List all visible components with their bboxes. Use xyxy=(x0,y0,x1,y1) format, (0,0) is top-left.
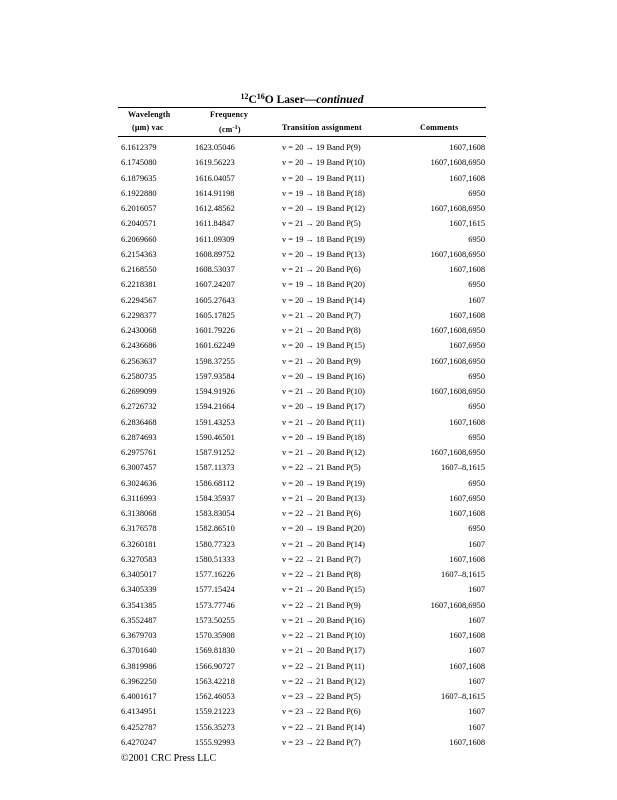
comments-cell: 1607,1608,6950 xyxy=(430,158,485,168)
title-mass-c: 12 xyxy=(240,92,249,101)
table-row xyxy=(0,219,617,234)
table-row xyxy=(0,509,617,524)
table-row xyxy=(0,280,617,295)
comments-cell: 1607,1608 xyxy=(449,417,485,427)
wavelength-cell: 6.4001617 xyxy=(121,692,157,701)
transition-cell: v = 20 → 19 Band P(20) xyxy=(282,524,365,534)
transition-cell: v = 22 → 21 Band P(7) xyxy=(282,554,361,564)
wavelength-cell: 6.3176578 xyxy=(121,524,157,534)
comments-cell: 1607,1608 xyxy=(449,310,485,320)
table-row xyxy=(0,402,617,417)
frequency-cell: 1623.05046 xyxy=(195,143,235,152)
page-title xyxy=(118,92,486,106)
table-row xyxy=(0,646,617,661)
transition-cell: v = 23 → 22 Band P(5) xyxy=(282,692,361,701)
transition-cell: v = 22 → 21 Band P(5) xyxy=(282,463,361,473)
table-row xyxy=(0,631,617,646)
table-row xyxy=(0,296,617,311)
table-row xyxy=(0,204,617,219)
transition-cell: v = 20 → 19 Band P(18) xyxy=(282,432,365,442)
transition-cell: v = 20 → 19 Band P(16) xyxy=(282,371,365,381)
comments-cell: 1607,1608,6950 xyxy=(430,356,485,366)
wavelength-cell: 6.4270247 xyxy=(121,737,157,747)
wavelength-cell: 6.2580735 xyxy=(121,371,157,381)
frequency-cell: 1587.11373 xyxy=(195,463,235,473)
wavelength-cell: 6.3819986 xyxy=(121,661,157,671)
frequency-cell: 1611.84847 xyxy=(195,219,235,229)
transition-cell: v = 20 → 19 Band P(12) xyxy=(282,204,365,213)
wavelength-cell: 6.2069660 xyxy=(121,234,157,244)
table-row xyxy=(0,158,617,173)
frequency-cell: 1590.46501 xyxy=(195,432,235,442)
transition-cell: v = 23 → 22 Band P(7) xyxy=(282,737,361,747)
wavelength-cell: 6.3270583 xyxy=(121,554,157,564)
comments-cell: 1607,1615 xyxy=(449,219,485,229)
comments-cell: 1607,1608,6950 xyxy=(430,448,485,457)
wavelength-cell: 6.1612379 xyxy=(121,143,157,152)
frequency-cell: 1608.53037 xyxy=(195,265,235,274)
comments-cell: 1607 xyxy=(468,615,485,625)
table-row xyxy=(0,418,617,433)
header-frequency-unit-sup: -1 xyxy=(232,125,238,131)
table-body xyxy=(0,143,617,753)
table-row xyxy=(0,189,617,204)
transition-cell: v = 21 → 20 Band P(8) xyxy=(282,326,361,335)
comments-cell: 1607 xyxy=(468,295,485,305)
comments-cell: 1607 xyxy=(468,585,485,595)
table-row xyxy=(0,357,617,372)
transition-cell: v = 20 → 19 Band P(19) xyxy=(282,478,365,488)
header-comments: Comments xyxy=(420,123,459,132)
wavelength-cell: 6.1922880 xyxy=(121,188,157,198)
wavelength-cell: 6.2040571 xyxy=(121,219,157,229)
header-transition: Transition assignment xyxy=(282,123,362,132)
frequency-cell: 1605.27643 xyxy=(195,295,235,305)
transition-cell: v = 20 → 19 Band P(17) xyxy=(282,402,365,412)
comments-cell: 1607 xyxy=(468,676,485,686)
frequency-cell: 1605.17825 xyxy=(195,310,235,320)
comments-cell: 6950 xyxy=(468,234,485,244)
table-header-rule xyxy=(118,136,486,137)
wavelength-cell: 6.2218381 xyxy=(121,280,157,290)
comments-cell: 1607,1608 xyxy=(449,143,485,152)
frequency-cell: 1616.04057 xyxy=(195,173,235,183)
transition-cell: v = 19 → 18 Band P(19) xyxy=(282,234,365,244)
transition-cell: v = 20 → 19 Band P(13) xyxy=(282,249,365,259)
table-row xyxy=(0,448,617,463)
comments-cell: 1607 xyxy=(468,646,485,656)
comments-cell: 1607–8,1615 xyxy=(441,692,485,701)
frequency-cell: 1608.89752 xyxy=(195,249,235,259)
frequency-cell: 1614.91198 xyxy=(195,188,235,198)
comments-cell: 1607 xyxy=(468,722,485,732)
comments-cell: 1607,1608,6950 xyxy=(430,600,485,610)
table-row xyxy=(0,601,617,616)
title-suffix: —continued xyxy=(304,94,364,106)
frequency-cell: 1611.09309 xyxy=(195,234,235,244)
comments-cell: 1607,1608 xyxy=(449,631,485,640)
table-row xyxy=(0,707,617,722)
table-row xyxy=(0,494,617,509)
comments-cell: 1607–8,1615 xyxy=(441,463,485,473)
frequency-cell: 1587.91252 xyxy=(195,448,235,457)
wavelength-cell: 6.1879635 xyxy=(121,173,157,183)
wavelength-cell: 6.4252787 xyxy=(121,722,157,732)
wavelength-cell: 6.2874693 xyxy=(121,432,157,442)
wavelength-cell: 6.3116993 xyxy=(121,493,157,503)
transition-cell: v = 20 → 19 Band P(14) xyxy=(282,295,365,305)
comments-cell: 1607 xyxy=(468,707,485,717)
comments-cell: 1607,1608 xyxy=(449,661,485,671)
table-row xyxy=(0,265,617,280)
transition-cell: v = 21 → 20 Band P(13) xyxy=(282,493,365,503)
wavelength-cell: 6.2563637 xyxy=(121,356,157,366)
comments-cell: 1607,6950 xyxy=(449,493,485,503)
comments-cell: 1607–8,1615 xyxy=(441,570,485,579)
frequency-cell: 1612.48562 xyxy=(195,204,235,213)
frequency-cell: 1580.51333 xyxy=(195,554,235,564)
wavelength-cell: 6.2726732 xyxy=(121,402,157,412)
wavelength-cell: 6.3962250 xyxy=(121,676,157,686)
frequency-cell: 1569.81830 xyxy=(195,646,235,656)
transition-cell: v = 21 → 20 Band P(17) xyxy=(282,646,365,656)
wavelength-cell: 6.3260181 xyxy=(121,539,157,549)
frequency-cell: 1573.77746 xyxy=(195,600,235,610)
frequency-cell: 1619.56223 xyxy=(195,158,235,168)
frequency-cell: 1563.42218 xyxy=(195,676,235,686)
table-row xyxy=(0,250,617,265)
table-row xyxy=(0,662,617,677)
table-row xyxy=(0,387,617,402)
frequency-cell: 1591.43253 xyxy=(195,417,235,427)
comments-cell: 6950 xyxy=(468,478,485,488)
wavelength-cell: 6.3541385 xyxy=(121,600,157,610)
wavelength-cell: 6.3024636 xyxy=(121,478,157,488)
frequency-cell: 1559.21223 xyxy=(195,707,235,717)
table-row xyxy=(0,235,617,250)
transition-cell: v = 20 → 19 Band P(11) xyxy=(282,173,365,183)
table-row xyxy=(0,479,617,494)
frequency-cell: 1584.35937 xyxy=(195,493,235,503)
frequency-cell: 1580.77323 xyxy=(195,539,235,549)
comments-cell: 1607,1608,6950 xyxy=(430,387,485,396)
transition-cell: v = 20 → 19 Band P(10) xyxy=(282,158,365,168)
table-row xyxy=(0,677,617,692)
transition-cell: v = 23 → 22 Band P(6) xyxy=(282,707,361,717)
comments-cell: 1607,1608 xyxy=(449,554,485,564)
title-mass-o: 16 xyxy=(256,92,265,101)
header-frequency-unit xyxy=(219,123,241,135)
table-row xyxy=(0,311,617,326)
header-wavelength-unit: (μm) vac xyxy=(132,123,164,132)
transition-cell: v = 22 → 21 Band P(6) xyxy=(282,509,361,518)
wavelength-cell: 6.2154363 xyxy=(121,249,157,259)
table-row xyxy=(0,463,617,478)
frequency-cell: 1556.35273 xyxy=(195,722,235,732)
comments-cell: 1607,1608 xyxy=(449,737,485,747)
transition-cell: v = 21 → 20 Band P(14) xyxy=(282,539,365,549)
transition-cell: v = 20 → 19 Band P(15) xyxy=(282,341,365,351)
transition-cell: v = 21 → 20 Band P(7) xyxy=(282,310,361,320)
table-top-rule xyxy=(118,107,486,108)
table-row xyxy=(0,326,617,341)
frequency-cell: 1577.15424 xyxy=(195,585,235,595)
comments-cell: 6950 xyxy=(468,402,485,412)
table-row xyxy=(0,143,617,158)
transition-cell: v = 21 → 20 Band P(5) xyxy=(282,219,361,229)
table-row xyxy=(0,585,617,600)
frequency-cell: 1597.93584 xyxy=(195,371,235,381)
comments-cell: 6950 xyxy=(468,432,485,442)
comments-cell: 6950 xyxy=(468,371,485,381)
frequency-cell: 1555.92993 xyxy=(195,737,235,747)
title-element-o: O Laser xyxy=(264,94,305,106)
header-frequency-unit-text: (cm xyxy=(219,125,233,134)
transition-cell: v = 19 → 18 Band P(18) xyxy=(282,188,365,198)
frequency-cell: 1573.50255 xyxy=(195,615,235,625)
frequency-cell: 1586.68112 xyxy=(195,478,235,488)
frequency-cell: 1570.35908 xyxy=(195,631,235,640)
frequency-cell: 1582.86510 xyxy=(195,524,235,534)
table-row xyxy=(0,341,617,356)
header-frequency: Frequency xyxy=(210,110,249,119)
comments-cell: 1607 xyxy=(468,539,485,549)
wavelength-cell: 6.3405339 xyxy=(121,585,157,595)
wavelength-cell: 6.3679703 xyxy=(121,631,157,640)
frequency-cell: 1601.62249 xyxy=(195,341,235,351)
transition-cell: v = 19 → 18 Band P(20) xyxy=(282,280,365,290)
table-row xyxy=(0,372,617,387)
table-row xyxy=(0,433,617,448)
wavelength-cell: 6.2699099 xyxy=(121,387,157,396)
comments-cell: 1607,1608,6950 xyxy=(430,326,485,335)
transition-cell: v = 21 → 20 Band P(16) xyxy=(282,615,365,625)
wavelength-cell: 6.3701640 xyxy=(121,646,157,656)
frequency-cell: 1562.46053 xyxy=(195,692,235,701)
table-row xyxy=(0,738,617,753)
table-row xyxy=(0,555,617,570)
comments-cell: 6950 xyxy=(468,188,485,198)
transition-cell: v = 21 → 20 Band P(6) xyxy=(282,265,361,274)
transition-cell: v = 21 → 20 Band P(9) xyxy=(282,356,361,366)
wavelength-cell: 6.2836468 xyxy=(121,417,157,427)
table-row xyxy=(0,723,617,738)
comments-cell: 6950 xyxy=(468,524,485,534)
table-row xyxy=(0,692,617,707)
transition-cell: v = 22 → 21 Band P(9) xyxy=(282,600,361,610)
wavelength-cell: 6.2016057 xyxy=(121,204,157,213)
wavelength-cell: 6.4134951 xyxy=(121,707,157,717)
table-row xyxy=(0,616,617,631)
transition-cell: v = 22 → 21 Band P(10) xyxy=(282,631,365,640)
transition-cell: v = 22 → 21 Band P(14) xyxy=(282,722,365,732)
wavelength-cell: 6.2436686 xyxy=(121,341,157,351)
transition-cell: v = 22 → 21 Band P(12) xyxy=(282,676,365,686)
transition-cell: v = 21 → 20 Band P(15) xyxy=(282,585,365,595)
transition-cell: v = 21 → 20 Band P(11) xyxy=(282,417,365,427)
table-row xyxy=(0,540,617,555)
comments-cell: 1607,1608 xyxy=(449,173,485,183)
table-row xyxy=(0,174,617,189)
comments-cell: 1607,1608,6950 xyxy=(430,204,485,213)
table-row xyxy=(0,570,617,585)
comments-cell: 1607,1608 xyxy=(449,509,485,518)
frequency-cell: 1583.83054 xyxy=(195,509,235,518)
wavelength-cell: 6.2294567 xyxy=(121,295,157,305)
header-wavelength: Wavelength xyxy=(128,110,171,119)
frequency-cell: 1566.90727 xyxy=(195,661,235,671)
wavelength-cell: 6.2298377 xyxy=(121,310,157,320)
frequency-cell: 1577.16226 xyxy=(195,570,235,579)
title-element-c: C xyxy=(248,94,257,106)
comments-cell: 6950 xyxy=(468,280,485,290)
frequency-cell: 1598.37255 xyxy=(195,356,235,366)
transition-cell: v = 22 → 21 Band P(11) xyxy=(282,661,365,671)
header-frequency-unit-close: ) xyxy=(237,125,241,134)
comments-cell: 1607,6950 xyxy=(449,341,485,351)
frequency-cell: 1594.91926 xyxy=(195,387,235,396)
transition-cell: v = 20 → 19 Band P(9) xyxy=(282,143,361,152)
wavelength-cell: 6.2168550 xyxy=(121,265,157,274)
comments-cell: 1607,1608,6950 xyxy=(430,249,485,259)
transition-cell: v = 22 → 21 Band P(8) xyxy=(282,570,361,579)
wavelength-cell: 6.2975761 xyxy=(121,448,157,457)
transition-cell: v = 21 → 20 Band P(10) xyxy=(282,387,365,396)
wavelength-cell: 6.3138068 xyxy=(121,509,157,518)
transition-cell: v = 21 → 20 Band P(12) xyxy=(282,448,365,457)
wavelength-cell: 6.1745080 xyxy=(121,158,157,168)
wavelength-cell: 6.3007457 xyxy=(121,463,157,473)
table-row xyxy=(0,524,617,539)
copyright-footer: ©2001 CRC Press LLC xyxy=(121,753,217,764)
wavelength-cell: 6.2430068 xyxy=(121,326,157,335)
frequency-cell: 1601.79226 xyxy=(195,326,235,335)
frequency-cell: 1607.24207 xyxy=(195,280,235,290)
comments-cell: 1607,1608 xyxy=(449,265,485,274)
frequency-cell: 1594.21664 xyxy=(195,402,235,412)
wavelength-cell: 6.3405017 xyxy=(121,570,157,579)
wavelength-cell: 6.3552487 xyxy=(121,615,157,625)
